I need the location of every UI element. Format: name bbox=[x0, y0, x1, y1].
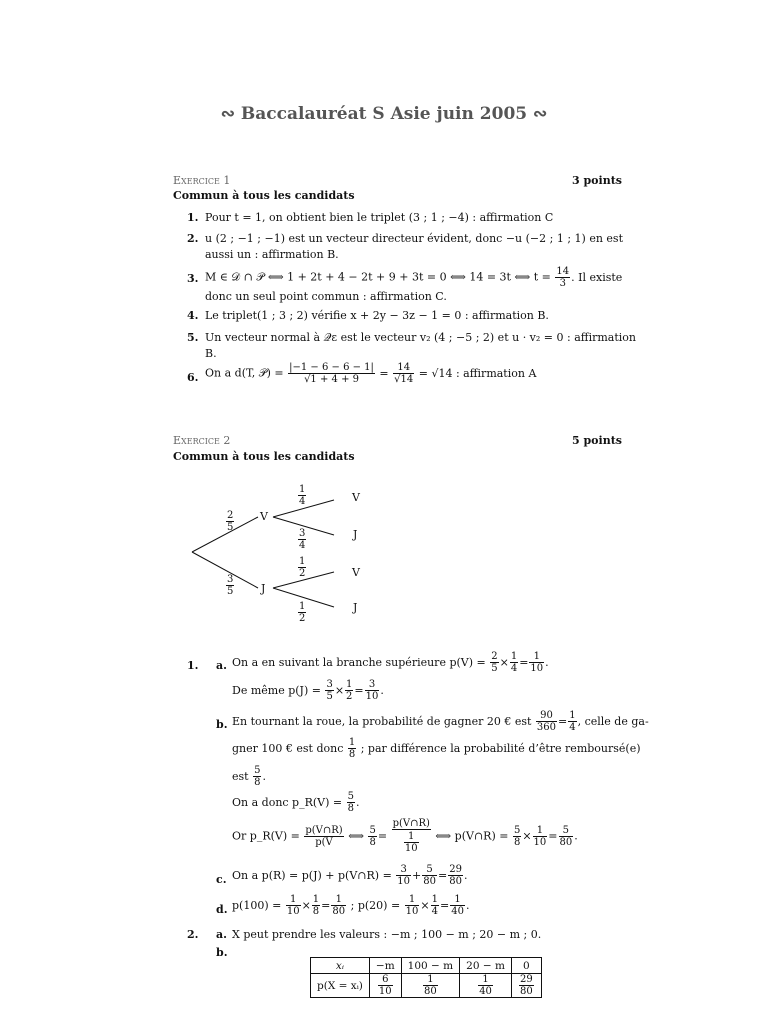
exercise2-subtitle: Commun à tous les candidats bbox=[173, 450, 355, 463]
exercise1-subtitle: Commun à tous les candidats bbox=[173, 189, 355, 202]
ex1-item6-text: On a d(T, 𝒫) = bbox=[205, 366, 284, 380]
ex1-item2-line2: aussi un : affirmation B. bbox=[205, 248, 339, 261]
ex2-q1c: On a p(R) = p(J) + p(V∩R) = $\frac{3}{10}$ + $\frac{5}{80}$ = $\frac{29}{80}$ . bbox=[232, 864, 468, 887]
ex1-item5-line1: Un vecteur normal à 𝒬ε est le vecteur v₂ (4 ; −5 ; 2) et u · v₂ = 0 : affirmation bbox=[205, 331, 637, 344]
table-header-cell: −m bbox=[369, 958, 401, 974]
ex1-item2-line1: u (2 ; −1 ; −1) est un vecteur directeur évident, donc −u (−2 ; 1 ; 1) en est bbox=[205, 232, 623, 245]
item-number: 3. bbox=[187, 272, 199, 285]
ex2-q1a-line1: On a en suivant la branche supérieure p(V) = $\frac{2}{5}$ × $\frac{1}{4}$ = $\frac{1}{10}$ . bbox=[232, 651, 549, 674]
ex2-q1b-line1: En tournant la roue, la probabilité de gagner 20 € est $\frac{90}{360}$ = $\frac{1}{4}$ , celle de ga- bbox=[232, 710, 649, 733]
table-header-cell: 0 bbox=[511, 958, 541, 974]
ex1-item3-line2: donc un seul point commun : affirmation C. bbox=[205, 290, 447, 303]
tree-prob-vj: $\frac{3}{4}$ bbox=[299, 528, 306, 551]
ex2-q1b-line3: est $\frac{5}{8}$ . bbox=[232, 765, 266, 788]
question-number: 1. bbox=[187, 659, 199, 672]
sub-label: b. bbox=[216, 946, 228, 959]
ex1-item5-line2: B. bbox=[205, 347, 217, 360]
question-number: 2. bbox=[187, 928, 199, 941]
tree-leaf: J bbox=[353, 528, 358, 541]
table-cell: $\frac{1}{40}$ bbox=[460, 974, 512, 998]
table-row bbox=[311, 958, 542, 974]
exercise1-heading: Exercice 1 bbox=[173, 174, 231, 187]
sub-label: a. bbox=[216, 659, 227, 672]
ex1-item1: Pour t = 1, on obtient bien le triplet (3 ; 1 ; −4) : affirmation C bbox=[205, 211, 554, 224]
tree-prob-jj: $\frac{1}{2}$ bbox=[299, 601, 306, 624]
ex2-q1d: p(100) = $\frac{1}{10}$ × $\frac{1}{8}$ = $\frac{1}{80}$ ; p(20) = $\frac{1}{10}$ × $\frac{1}{4}$ = $\frac{1}{40}$ . bbox=[232, 894, 470, 917]
ex1-item6: On a d(T, 𝒫) = $\frac{|-1 - 6 - 6 - 1|}{√1 + 4 + 9}$ = $\frac{14}{√14}$ = √14 : affirmation A bbox=[205, 362, 537, 385]
item-number: 1. bbox=[187, 211, 199, 224]
table-cell: $\frac{29}{80}$ bbox=[511, 974, 541, 998]
table-cell: p(X = xᵢ) bbox=[311, 974, 370, 998]
fraction: $\frac{14}{3}$ bbox=[556, 266, 570, 289]
table-cell: $\frac{6}{10}$ bbox=[369, 974, 401, 998]
tree-prob-jv: $\frac{1}{2}$ bbox=[299, 556, 306, 579]
ex2-q1a-line2: De même p(J) = $\frac{3}{5}$ × $\frac{1}{2}$ = $\frac{3}{10}$ . bbox=[232, 679, 384, 702]
item-number: 2. bbox=[187, 232, 199, 245]
table-header-cell: 20 − m bbox=[460, 958, 512, 974]
probability-law-table bbox=[310, 957, 542, 998]
tree-node-v: V bbox=[260, 510, 268, 523]
ex2-q2a: X peut prendre les valeurs : −m ; 100 − m ; 20 − m ; 0. bbox=[232, 928, 542, 941]
item-number: 4. bbox=[187, 309, 199, 322]
tree-leaf: J bbox=[353, 601, 358, 614]
table-row bbox=[311, 974, 542, 998]
sub-label: b. bbox=[216, 718, 228, 731]
ex2-q1b-line4: On a donc p_R(V) = $\frac{5}{8}$ . bbox=[232, 791, 360, 814]
exercise2-heading: Exercice 2 bbox=[173, 434, 231, 447]
exercise2-points: 5 points bbox=[572, 434, 622, 447]
tree-leaf: V bbox=[352, 566, 360, 579]
ex2-q1b-line5: Or p_R(V) = $\frac{p(V\cap R)}{p(V}$ ⟺ $\frac{5}{8}$ = $\frac{p(V\cap R)}{\frac{1}{10}}$ ⟺ p(V∩R) = $\frac{5}{8}$ × $\frac{1}{10}$ = $\frac{5}{80}$ . bbox=[232, 818, 578, 854]
table-header-cell: 100 − m bbox=[401, 958, 459, 974]
table-header-cell: xᵢ bbox=[311, 958, 370, 974]
tree-node-j: J bbox=[261, 582, 266, 595]
item-number: 5. bbox=[187, 331, 199, 344]
exercise1-points: 3 points bbox=[572, 174, 622, 187]
tree-prob-vv: $\frac{1}{4}$ bbox=[299, 484, 306, 507]
ex1-item3-text: M ∈ 𝒟 ∩ 𝒫 ⟺ 1 + 2t + 4 − 2t + 9 + 3t = 0 ⟺ 14 = 3t ⟺ t = bbox=[205, 270, 551, 284]
item-number: 6. bbox=[187, 371, 199, 384]
ex1-item6-tail: = √14 : affirmation A bbox=[418, 367, 537, 380]
table-cell: $\frac{1}{80}$ bbox=[401, 974, 459, 998]
ex2-q1b-line2: gner 100 € est donc $\frac{1}{8}$ ; par différence la probabilité d’être remboursé(e) bbox=[232, 737, 641, 760]
fraction: $\frac{|-1 - 6 - 6 - 1|}{√1 + 4 + 9}$ bbox=[289, 362, 374, 385]
ex1-item4: Le triplet(1 ; 3 ; 2) vérifie x + 2y − 3z − 1 = 0 : affirmation B. bbox=[205, 309, 549, 322]
ex1-item3-tail: . Il existe bbox=[571, 271, 623, 284]
tree-prob-v: $\frac{2}{5}$ bbox=[227, 510, 234, 533]
tree-prob-j: $\frac{3}{5}$ bbox=[227, 574, 234, 597]
page-title: ∾ Baccalauréat S Asie juin 2005 ∾ bbox=[220, 104, 548, 124]
tree-leaf: V bbox=[352, 491, 360, 504]
sub-label: a. bbox=[216, 928, 227, 941]
fraction: $\frac{14}{√14}$ bbox=[394, 362, 414, 385]
sub-label: d. bbox=[216, 903, 228, 916]
sub-label: c. bbox=[216, 873, 227, 886]
